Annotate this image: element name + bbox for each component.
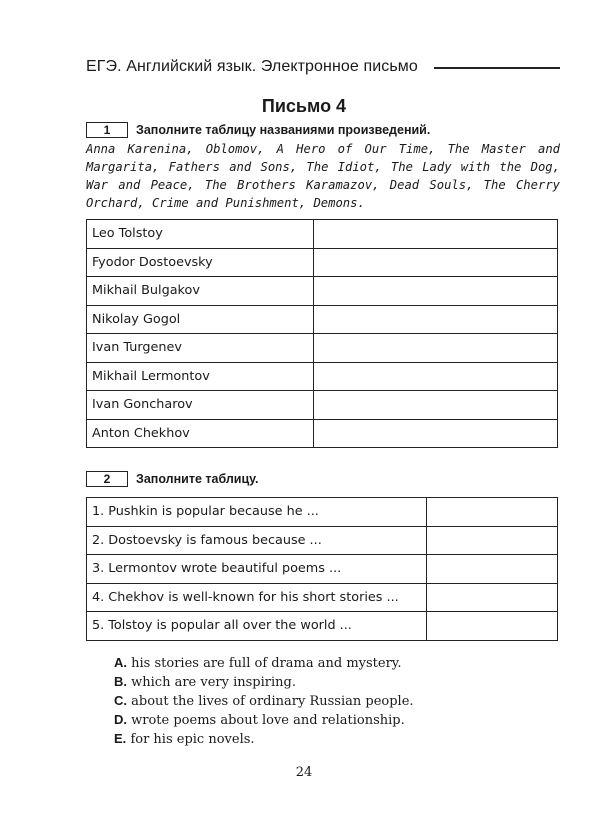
author-cell: Leo Tolstoy — [87, 220, 314, 249]
option-text: wrote poems about love and relationship. — [131, 713, 405, 728]
answer-cell[interactable] — [314, 334, 558, 363]
authors-table — [86, 219, 558, 448]
table-row — [87, 583, 558, 612]
page-title: Письмо 4 — [261, 96, 347, 116]
answer-options — [114, 654, 414, 749]
answer-cell[interactable] — [314, 277, 558, 306]
sentence-stem: 3. Lermontov wrote beautiful poems ... — [87, 555, 427, 584]
author-cell: Ivan Turgenev — [87, 334, 314, 363]
sentence-stem: 4. Chekhov is well-known for his short stories ... — [87, 583, 427, 612]
option-text: his stories are full of drama and mystery. — [131, 656, 402, 671]
author-cell: Anton Chekhov — [87, 419, 314, 448]
author-cell: Nikolay Gogol — [87, 305, 314, 334]
author-cell: Ivan Goncharov — [87, 391, 314, 420]
task-2-instruction: Заполните таблицу. — [136, 472, 259, 486]
table-row — [87, 362, 558, 391]
page-number: 24 — [295, 765, 313, 780]
running-header — [86, 58, 560, 76]
header-rule — [434, 67, 560, 69]
option-item — [114, 711, 414, 730]
answer-cell[interactable] — [427, 498, 558, 527]
task-1-number: 1 — [86, 122, 128, 138]
option-text: for his epic novels. — [130, 732, 255, 747]
option-letter: B. — [114, 674, 127, 689]
author-cell: Mikhail Lermontov — [87, 362, 314, 391]
answer-cell[interactable] — [314, 248, 558, 277]
option-item — [114, 692, 414, 711]
answer-cell[interactable] — [427, 555, 558, 584]
answer-cell[interactable] — [427, 612, 558, 641]
answer-cell[interactable] — [314, 305, 558, 334]
sentence-stem: 1. Pushkin is popular because he ... — [87, 498, 427, 527]
author-cell: Mikhail Bulgakov — [87, 277, 314, 306]
answer-cell[interactable] — [427, 526, 558, 555]
sentence-stem: 5. Tolstoy is popular all over the world ... — [87, 612, 427, 641]
answer-cell[interactable] — [314, 391, 558, 420]
answer-cell[interactable] — [427, 583, 558, 612]
option-letter: A. — [114, 655, 127, 670]
task-1-heading — [86, 122, 430, 138]
table-row — [87, 612, 558, 641]
sentence-stem: 2. Dostoevsky is famous because ... — [87, 526, 427, 555]
task-2-heading — [86, 471, 259, 487]
option-text: about the lives of ordinary Russian people. — [131, 694, 414, 709]
works-list: Anna Karenina, Oblomov, A Hero of Our Time, The Master and Margarita, Fathers and Sons, The Idiot, The Lady with the Dog, War and Peace, The Brothers Karamazov, Dead Souls, The Cherry Orchard, Crime and Punishment, Demons. — [86, 142, 560, 210]
header-text: ЕГЭ. Английский язык. Электронное письмо — [86, 58, 418, 75]
table-row — [87, 277, 558, 306]
table-row — [87, 334, 558, 363]
table-row — [87, 526, 558, 555]
author-cell: Fyodor Dostoevsky — [87, 248, 314, 277]
answer-cell[interactable] — [314, 220, 558, 249]
option-letter: C. — [114, 693, 127, 708]
table-row — [87, 498, 558, 527]
answer-cell[interactable] — [314, 419, 558, 448]
task-2-number: 2 — [86, 471, 128, 487]
table-row — [87, 555, 558, 584]
answer-cell[interactable] — [314, 362, 558, 391]
table-row — [87, 419, 558, 448]
option-text: which are very inspiring. — [131, 675, 296, 690]
option-item — [114, 730, 414, 749]
table-row — [87, 248, 558, 277]
table-row — [87, 391, 558, 420]
option-letter: D. — [114, 712, 127, 727]
table-row — [87, 220, 558, 249]
table-row — [87, 305, 558, 334]
option-item — [114, 654, 414, 673]
matching-table — [86, 497, 558, 641]
option-item — [114, 673, 414, 692]
option-letter: E. — [114, 731, 127, 746]
task-1-instruction: Заполните таблицу названиями произведений. — [136, 123, 431, 137]
